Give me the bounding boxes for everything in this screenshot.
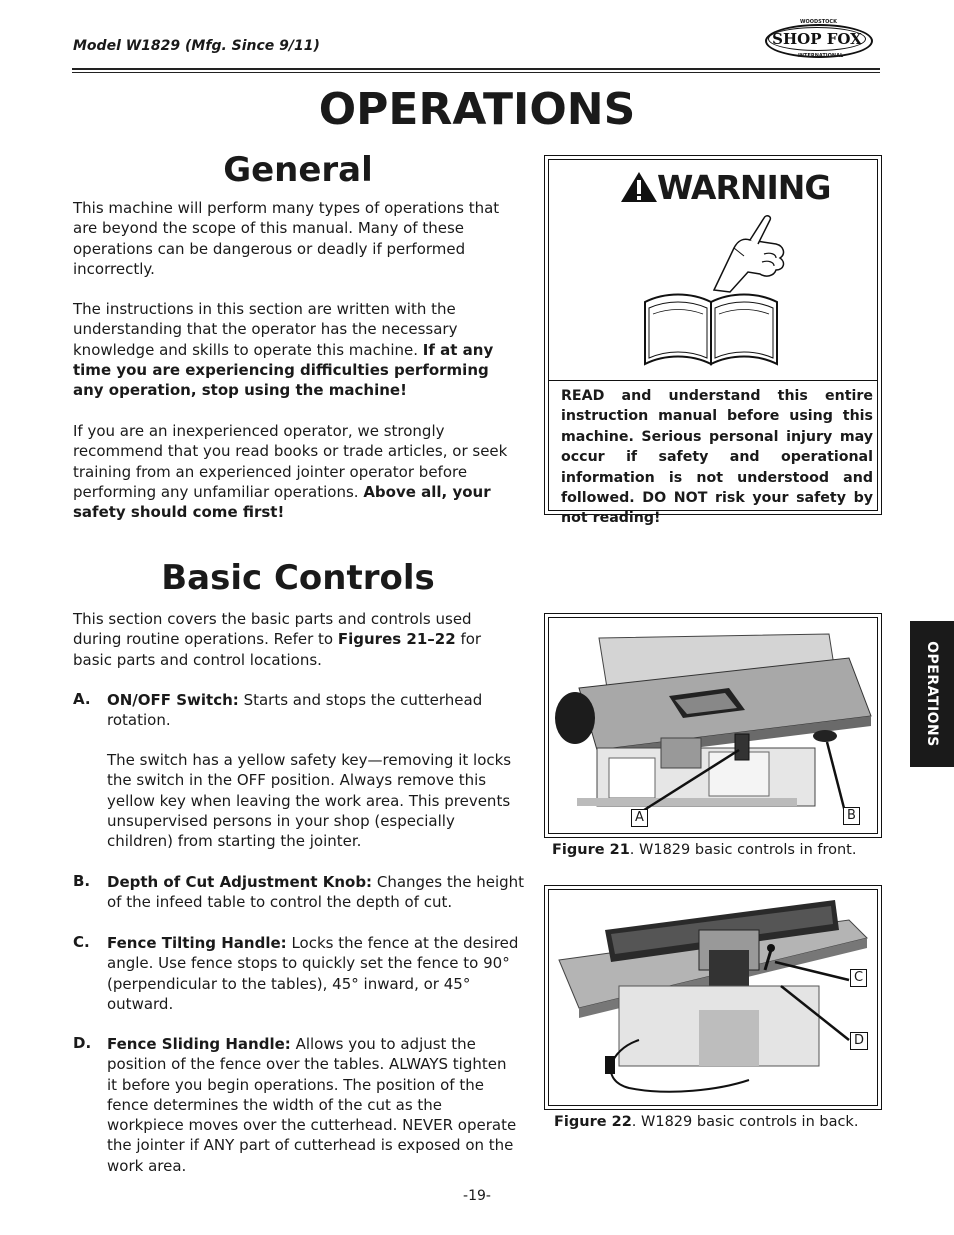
item-d [107, 1034, 517, 1176]
general-p2-text: The instructions in this section are written with the understanding that the operator has the necessary knowledge and skills to operate this machine. [73, 300, 458, 359]
pointing-hand-icon [704, 210, 794, 295]
figure-21 [544, 613, 882, 838]
item-c-text: Locks the fence at the desired angle. Use fence stops to quickly set the fence to 90° (perpendicular to the tables), 45° inward, or 45° outward. [107, 934, 519, 1013]
item-a-letter: A. [73, 690, 91, 708]
section-side-tab [910, 621, 954, 767]
figure-22-caption [554, 1114, 858, 1130]
item-c-letter: C. [73, 933, 90, 951]
figure-21-caption-text: . W1829 basic controls in front. [629, 842, 857, 858]
logo-top-word: WOODSTOCK [800, 19, 837, 25]
jointer-front-photo [549, 618, 877, 833]
general-paragraph-1: This machine will perform many types of operations that are beyond the scope of this manual. Many of these operations can be dangerous or deadly if performed incorrectly. [73, 199, 500, 278]
general-heading: General [223, 150, 373, 190]
callout-d: D [850, 1032, 868, 1050]
header-rule-thin [72, 72, 880, 73]
side-tab-label: OPERATIONS [924, 641, 940, 747]
item-d-label: Fence Sliding Handle: [107, 1035, 291, 1053]
item-b [107, 872, 525, 913]
general-paragraph-2 [73, 299, 523, 400]
warning-title: WARNING [657, 168, 831, 207]
figure-22-label: Figure 22 [554, 1114, 632, 1130]
item-a-extra: The switch has a yellow safety key—removing it locks the switch in the OFF position. Always remove this yellow key when leaving the work area. This prevents unsupervised persons in your shop (especially children) from starting the jointer. [107, 751, 512, 851]
warning-text: READ and understand this entire instruction manual before using this machine. Serious personal injury may occur if safety and operational information is not understood and followed. DO NOT risk your safety by not reading! [561, 388, 873, 527]
figure-22 [544, 885, 882, 1110]
figure-21-label: Figure 21 [552, 842, 630, 858]
item-c [107, 933, 527, 1014]
intro-figure-ref: Figures 21–22 [337, 630, 456, 649]
page-number: -19- [463, 1188, 491, 1204]
warning-triangle-icon [619, 170, 659, 204]
basic-controls-intro [73, 609, 523, 670]
general-p2-bold: If at any time you are experiencing difficulties performing any operation, stop using the machine! [73, 340, 494, 400]
item-b-label: Depth of Cut Adjustment Knob: [107, 873, 373, 891]
logo-name: SHOP FOX [772, 30, 862, 48]
header-rule [72, 68, 880, 70]
general-p3-text: If you are an inexperienced operator, we strongly recommend that you read books or trade articles, or seek training from an experienced jointer operator before performing any unfamiliar operations. [73, 422, 508, 501]
item-a [107, 690, 525, 731]
figure-22-caption-text: . W1829 basic controls in back. [631, 1114, 859, 1130]
jointer-back-photo [549, 890, 877, 1105]
callout-c: C [850, 969, 867, 987]
intro-text-2: for basic parts and control locations. [73, 630, 482, 669]
callout-a: A [631, 809, 648, 827]
basic-controls-heading: Basic Controls [161, 558, 435, 598]
item-a-label: ON/OFF Switch: [107, 691, 239, 709]
intro-text-1: This section covers the basic parts and controls used during routine operations. Refer to [73, 610, 472, 649]
open-book-icon [641, 288, 781, 368]
general-paragraph-3 [73, 421, 525, 522]
item-c-label: Fence Tilting Handle: [107, 934, 287, 952]
item-d-text: Allows you to adjust the position of the fence over the tables. ALWAYS tighten it before you begin operations. The position of the fence determines the width of the cut as the workpiece moves over the cutterhead. NEVER operate the jointer if ANY part of cutterhead is exposed on the work area. [107, 1035, 517, 1175]
logo-bottom-word: INTERNATIONAL [798, 53, 844, 59]
warning-box [544, 155, 882, 527]
shop-fox-logo [762, 18, 874, 60]
header-model: Model W1829 (Mfg. Since 9/11) [73, 38, 320, 54]
item-b-letter: B. [73, 872, 91, 890]
item-a-text: Starts and stops the cutterhead rotation. [107, 691, 483, 730]
general-p3-bold: Above all, your safety should come first! [73, 482, 491, 522]
figure-21-caption [552, 842, 856, 858]
page-title: OPERATIONS [318, 84, 636, 135]
item-d-letter: D. [73, 1034, 92, 1052]
item-b-text: Changes the height of the infeed table to control the depth of cut. [107, 873, 525, 912]
callout-b: B [843, 807, 860, 825]
